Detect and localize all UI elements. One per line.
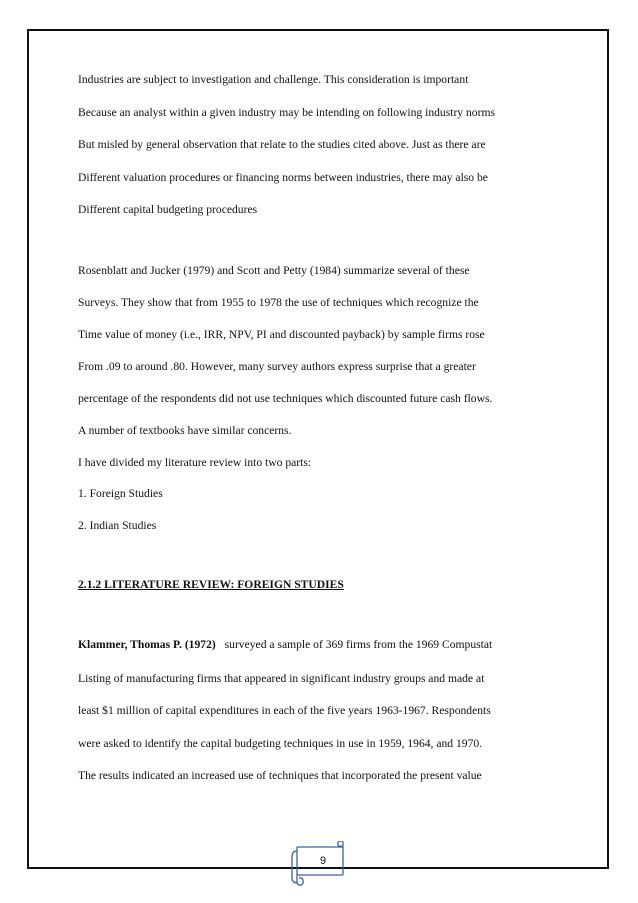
author-citation: Klammer, Thomas P. (1972) <box>78 638 216 651</box>
paragraph2-line-6: A number of textbooks have similar concerns. <box>78 424 292 437</box>
paragraph2-line-7: I have divided my literature review into two parts: <box>78 456 312 469</box>
paragraph3-line-2: Listing of manufacturing firms that appeared in significant industry groups and made at <box>78 672 485 685</box>
paragraph3-line-1 <box>78 638 492 652</box>
paragraph2-line-1: Rosenblatt and Jucker (1979) and Scott and Petty (1984) summarize several of these <box>78 264 470 277</box>
paragraph3-line-1-text: surveyed a sample of 369 firms from the 1969 Compustat <box>224 638 493 651</box>
paragraph1-line-2: Because an analyst within a given industry may be intending on following industry norms <box>78 106 495 119</box>
paragraph3-line-3: least $1 million of capital expenditures in each of the five years 1963-1967. Respondents <box>78 704 491 717</box>
list-item-foreign-studies: 1. Foreign Studies <box>78 487 163 500</box>
paragraph2-line-4: From .09 to around .80. However, many survey authors express surprise that a greater <box>78 360 476 373</box>
paragraph2-line-3: Time value of money (i.e., IRR, NPV, PI and discounted payback) by sample firms rose <box>78 328 485 341</box>
paragraph1-line-5: Different capital budgeting procedures <box>78 203 258 216</box>
paragraph2-line-5: percentage of the respondents did not use techniques which discounted future cash flows. <box>78 392 493 405</box>
paragraph1-line-3: But misled by general observation that relate to the studies cited above. Just as there are <box>78 138 486 151</box>
paragraph3-line-4: were asked to identify the capital budgeting techniques in use in 1959, 1964, and 1970. <box>78 737 483 750</box>
section-heading: 2.1.2 LITERATURE REVIEW: FOREIGN STUDIES <box>78 578 344 591</box>
paragraph2-line-2: Surveys. They show that from 1955 to 1978 the use of techniques which recognize the <box>78 296 479 309</box>
paragraph1-line-1: Industries are subject to investigation and challenge. This consideration is important <box>78 73 469 86</box>
page-number: 9 <box>319 855 327 867</box>
paragraph1-line-4: Different valuation procedures or financing norms between industries, there may also be <box>78 171 488 184</box>
list-item-indian-studies: 2. Indian Studies <box>78 519 157 532</box>
paragraph3-line-5: The results indicated an increased use of techniques that incorporated the present value <box>78 769 482 782</box>
